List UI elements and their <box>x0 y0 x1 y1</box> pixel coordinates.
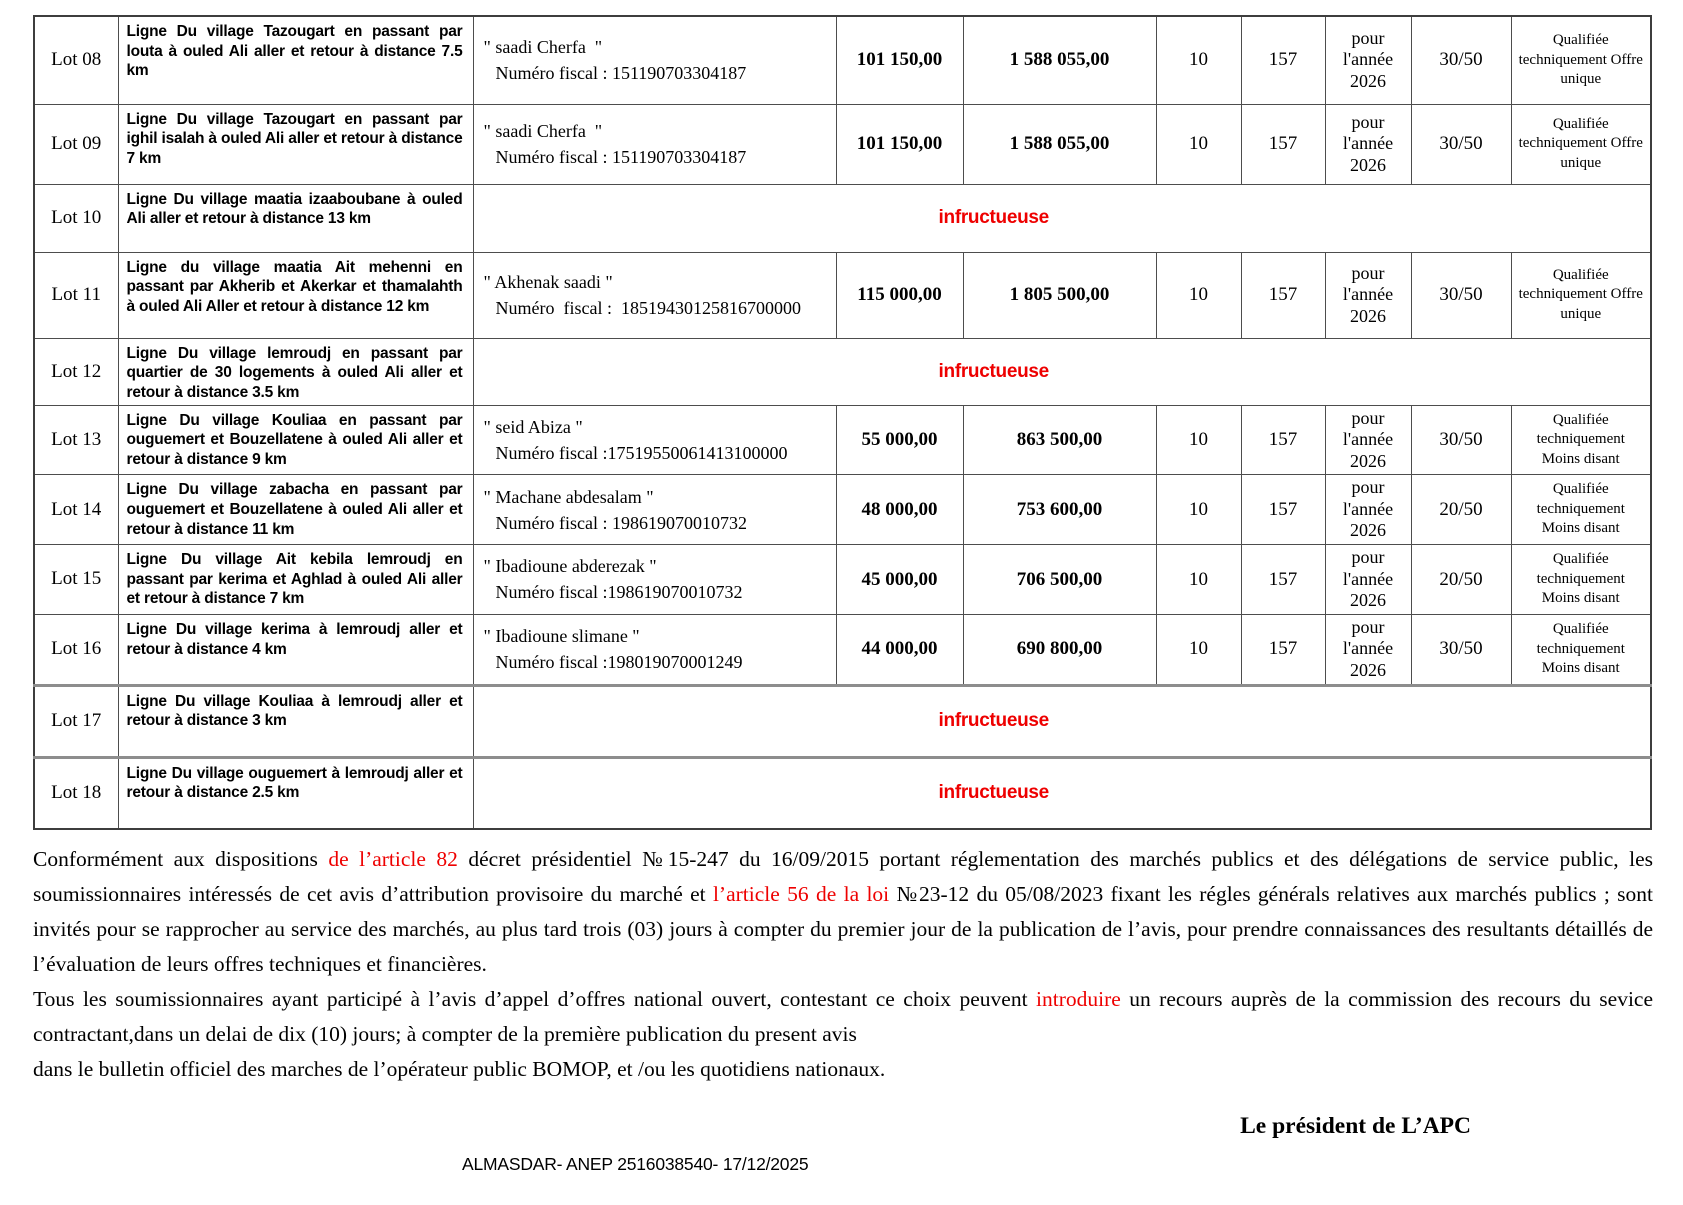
unit-price-cell: 45 000,00 <box>836 545 963 615</box>
fiscal-number: Numéro fiscal : 151190703304187 <box>495 147 747 167</box>
numeric-cell-1: 10 <box>1156 545 1241 615</box>
legal-text-segment: №23-12 du 05/08/2023 fixant les régles générals relatives aux marchés publics ; sont invités pour se rapprocher au service des marchés, au plus tard trois (03) jours à compter du premier jour de la publication de l’avis, pour prendre connaissances des resultants détaillés de l’évaluation de leurs offres techniques et financières. <box>33 882 1653 977</box>
numeric-cell-1: 10 <box>1156 104 1241 184</box>
contractor-cell <box>473 16 836 104</box>
route-description-cell: Ligne Du village Tazougart en passant par louta à ouled Ali aller et retour à distance 7.5 km <box>118 16 473 104</box>
legal-text-segment: décret présidentiel №15-247 du 16/09/2015 portant réglementation des marchés publics et des délégations de service public, les soumissionnaires intéressés de cet avis d’attribution provisoire du marché et <box>33 847 1654 907</box>
contractor-cell <box>473 252 836 338</box>
table-body <box>34 16 1651 829</box>
unit-price-cell: 115 000,00 <box>836 252 963 338</box>
score-cell: 30/50 <box>1411 405 1511 475</box>
total-amount-cell: 1 588 055,00 <box>963 104 1156 184</box>
legal-text-segment: dans le bulletin officiel des marches de l’opérateur public BOMOP, et /ou les quotidiens nationaux. <box>33 1057 886 1082</box>
table-row-lot-18 <box>34 757 1651 829</box>
route-description-cell: Ligne Du village maatia izaaboubane à ouled Ali aller et retour à distance 13 km <box>118 184 473 252</box>
status-infructueuse-cell: infructueuse <box>473 338 1651 405</box>
contractor-name: " Ibadioune abderezak " <box>483 556 657 577</box>
status-infructueuse-cell: infructueuse <box>473 757 1651 829</box>
route-description-cell: Ligne Du village Kouliaa en passant par ouguemert et Bouzellatene à ouled Ali aller et retour à distance 9 km <box>118 405 473 475</box>
contractor-name: " saadi Cherfa " <box>483 37 603 58</box>
total-amount-cell: 753 600,00 <box>963 475 1156 545</box>
legal-text-segment: un recours auprès de la commission des recours du sevice contractant,dans un delai de dix (10) jours; à compter de la première publication du present avis <box>33 987 1654 1047</box>
legal-paragraph-2 <box>33 982 1653 1052</box>
numeric-cell-1: 10 <box>1156 475 1241 545</box>
score-cell: 20/50 <box>1411 475 1511 545</box>
total-amount-cell: 863 500,00 <box>963 405 1156 475</box>
numeric-cell-2: 157 <box>1241 405 1325 475</box>
score-cell: 30/50 <box>1411 614 1511 685</box>
lot-number-cell: Lot 11 <box>34 252 118 338</box>
year-cell: pour l'année 2026 <box>1325 614 1411 685</box>
qualification-cell: Qualifiée techniquement Moins disant <box>1511 545 1651 615</box>
contractor-name: " saadi Cherfa " <box>483 120 603 141</box>
contractor-name: " Akhenak saadi " <box>483 271 613 292</box>
table-row-lot-09 <box>34 104 1651 184</box>
lot-number-cell: Lot 10 <box>34 184 118 252</box>
table-row-lot-15 <box>34 545 1651 615</box>
unit-price-cell: 55 000,00 <box>836 405 963 475</box>
lot-number-cell: Lot 12 <box>34 338 118 405</box>
contractor-name: " Machane abdesalam " <box>483 486 654 507</box>
table-row-lot-14 <box>34 475 1651 545</box>
route-description-cell: Ligne Du village Tazougart en passant par ighil isalah à ouled Ali aller et retour à distance 7 km <box>118 104 473 184</box>
numeric-cell-2: 157 <box>1241 475 1325 545</box>
table-row-lot-08 <box>34 16 1651 104</box>
contractor-cell <box>473 104 836 184</box>
fiscal-number: Numéro fiscal :17519550061413100000 <box>495 442 788 463</box>
route-description-cell: Ligne du village maatia Ait mehenni en passant par Akherib et Akerkar et thamalahth à ouled Ali Aller et retour à distance 12 km <box>118 252 473 338</box>
legal-paragraph-1 <box>33 842 1653 982</box>
table-row-lot-16 <box>34 614 1651 685</box>
contractor-cell <box>473 614 836 685</box>
numeric-cell-2: 157 <box>1241 545 1325 615</box>
fiscal-number: Numéro fiscal :198619070010732 <box>495 582 743 603</box>
fiscal-number: Numéro fiscal :198019070001249 <box>495 652 743 673</box>
table-row-lot-13 <box>34 405 1651 475</box>
year-cell: pour l'année 2026 <box>1325 405 1411 475</box>
year-cell: pour l'année 2026 <box>1325 104 1411 184</box>
lot-number-cell: Lot 16 <box>34 614 118 685</box>
numeric-cell-1: 10 <box>1156 614 1241 685</box>
table-row-lot-17 <box>34 685 1651 757</box>
table-row-lot-11 <box>34 252 1651 338</box>
numeric-cell-2: 157 <box>1241 16 1325 104</box>
numeric-cell-2: 157 <box>1241 252 1325 338</box>
unit-price-cell: 101 150,00 <box>836 104 963 184</box>
year-cell: pour l'année 2026 <box>1325 252 1411 338</box>
legal-text <box>33 842 1653 1087</box>
qualification-cell: Qualifiée techniquement Offre unique <box>1511 104 1651 184</box>
route-description-cell: Ligne Du village ouguemert à lemroudj aller et retour à distance 2.5 km <box>118 757 473 829</box>
lot-number-cell: Lot 13 <box>34 405 118 475</box>
lot-number-cell: Lot 17 <box>34 685 118 757</box>
route-description-cell: Ligne Du village Ait kebila lemroudj en passant par kerima et Aghlad à ouled Ali aller et retour à distance 7 km <box>118 545 473 615</box>
score-cell: 30/50 <box>1411 16 1511 104</box>
qualification-cell: Qualifiée techniquement Moins disant <box>1511 405 1651 475</box>
status-infructueuse-cell: infructueuse <box>473 685 1651 757</box>
lot-number-cell: Lot 09 <box>34 104 118 184</box>
table-row-lot-12 <box>34 338 1651 405</box>
contractor-cell <box>473 405 836 475</box>
unit-price-cell: 44 000,00 <box>836 614 963 685</box>
numeric-cell-2: 157 <box>1241 104 1325 184</box>
qualification-cell: Qualifiée techniquement Moins disant <box>1511 475 1651 545</box>
score-cell: 20/50 <box>1411 545 1511 615</box>
table-row-lot-10 <box>34 184 1651 252</box>
total-amount-cell: 1 588 055,00 <box>963 16 1156 104</box>
fiscal-number: Numéro fiscal : 198619070010732 <box>495 512 747 533</box>
numeric-cell-1: 10 <box>1156 405 1241 475</box>
contractor-name: " seid Abiza " <box>483 416 583 437</box>
route-description-cell: Ligne Du village lemroudj en passant par quartier de 30 logements à ouled Ali aller et retour à distance 3.5 km <box>118 338 473 405</box>
year-cell: pour l'année 2026 <box>1325 545 1411 615</box>
status-infructueuse-cell: infructueuse <box>473 184 1651 252</box>
route-description-cell: Ligne Du village Kouliaa à lemroudj aller et retour à distance 3 km <box>118 685 473 757</box>
qualification-cell: Qualifiée techniquement Offre unique <box>1511 252 1651 338</box>
fiscal-number: Numéro fiscal : 18519430125816700000 <box>495 298 801 318</box>
qualification-cell: Qualifiée techniquement Moins disant <box>1511 614 1651 685</box>
lot-number-cell: Lot 18 <box>34 757 118 829</box>
fiscal-number: Numéro fiscal : 151190703304187 <box>495 63 747 84</box>
contractor-cell <box>473 475 836 545</box>
total-amount-cell: 1 805 500,00 <box>963 252 1156 338</box>
unit-price-cell: 48 000,00 <box>836 475 963 545</box>
legal-paragraph-3 <box>33 1052 1653 1087</box>
year-cell: pour l'année 2026 <box>1325 475 1411 545</box>
legal-text-segment: Tous les soumissionnaires ayant participé à l’avis d’appel d’offres national ouvert, contestant ce choix peuvent <box>33 987 1036 1012</box>
document-page <box>0 15 1683 1205</box>
president-signature-line: Le président de L’APC <box>1240 1113 1471 1140</box>
anep-reference: ALMASDAR- ANEP 2516038540- 17/12/2025 <box>462 1154 809 1175</box>
route-description-cell: Ligne Du village kerima à lemroudj aller et retour à distance 4 km <box>118 614 473 685</box>
route-description-cell: Ligne Du village zabacha en passant par ouguemert et Bouzellatene à ouled Ali aller et retour à distance 11 km <box>118 475 473 545</box>
numeric-cell-1: 10 <box>1156 16 1241 104</box>
legal-red-article-56: l’article 56 de la loi <box>712 882 890 907</box>
lot-number-cell: Lot 14 <box>34 475 118 545</box>
unit-price-cell: 101 150,00 <box>836 16 963 104</box>
attribution-table <box>33 15 1652 830</box>
qualification-cell: Qualifiée techniquement Offre unique <box>1511 16 1651 104</box>
numeric-cell-1: 10 <box>1156 252 1241 338</box>
score-cell: 30/50 <box>1411 104 1511 184</box>
year-cell: pour l'année 2026 <box>1325 16 1411 104</box>
contractor-name: " Ibadioune slimane " <box>483 626 640 647</box>
legal-red-article-82: de l’article 82 <box>328 847 458 872</box>
score-cell: 30/50 <box>1411 252 1511 338</box>
numeric-cell-2: 157 <box>1241 614 1325 685</box>
total-amount-cell: 690 800,00 <box>963 614 1156 685</box>
total-amount-cell: 706 500,00 <box>963 545 1156 615</box>
contractor-cell <box>473 545 836 615</box>
legal-text-segment: Conformément aux dispositions <box>33 847 329 872</box>
lot-number-cell: Lot 08 <box>34 16 118 104</box>
lot-number-cell: Lot 15 <box>34 545 118 615</box>
legal-red-introduire: introduire <box>1036 987 1121 1012</box>
